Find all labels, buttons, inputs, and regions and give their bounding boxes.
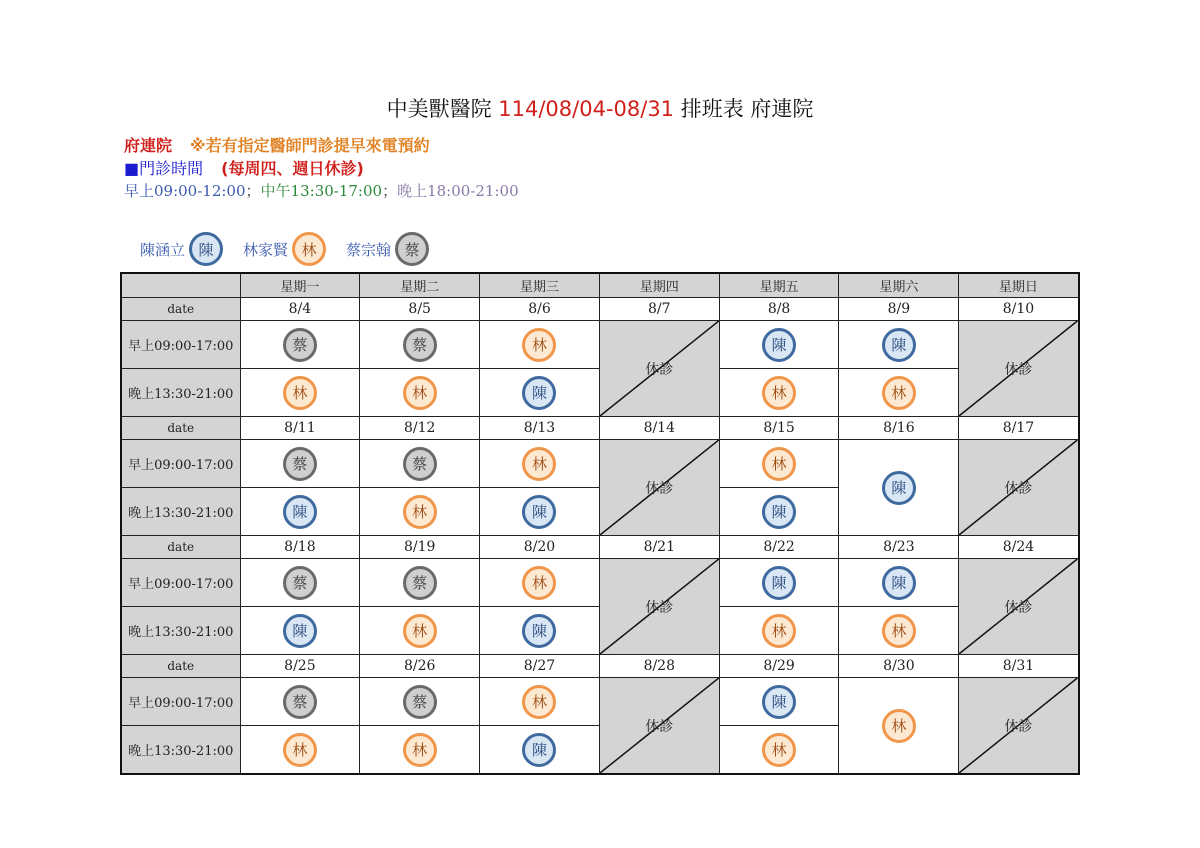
doctor-legend [140,232,449,266]
date-cell: 8/27 [480,655,600,678]
shift-cell [240,369,360,417]
info-line-clinic [124,156,364,179]
shift-cell [360,678,480,726]
shift-label: 早上09:00-17:00 [121,321,240,369]
morning-shift-row [121,321,1079,369]
shift-cell [480,607,600,655]
doctor-badge-lin: 林 [283,733,317,767]
shift-cell [719,559,839,607]
doctor-badge-chen: 陳 [762,566,796,600]
closed-cell [599,440,719,536]
shift-cell [480,726,600,775]
shift-cell [240,559,360,607]
noon-hours: 中午13:30-17:00 [260,182,383,200]
shift-cell [240,488,360,536]
shift-cell [360,559,480,607]
date-cell: 8/15 [719,417,839,440]
clinic-hours-label: 門診時間 [139,159,204,178]
date-row [121,536,1079,559]
shift-cell [360,607,480,655]
legend-name: 蔡宗翰 [346,240,392,259]
doctor-badge-cai: 蔡 [283,685,317,719]
shift-cell [360,440,480,488]
date-row [121,655,1079,678]
doctor-badge-chen: 陳 [522,614,556,648]
date-cell: 8/23 [839,536,959,559]
doctor-badge-chen: 陳 [762,495,796,529]
closed-label: 休診 [1004,361,1033,378]
doctor-badge-chen: 陳 [283,495,317,529]
date-row [121,417,1079,440]
date-cell: 8/17 [959,417,1079,440]
doctor-badge-chen: 陳 [762,685,796,719]
morning-shift-row [121,559,1079,607]
doctor-badge-lin: 林 [522,566,556,600]
morning-shift-row [121,678,1079,726]
morning-hours: 早上09:00-12:00 [124,182,246,200]
shift-cell [480,321,600,369]
date-cell: 8/18 [240,536,360,559]
closed-cell [599,559,719,655]
date-cell: 8/24 [959,536,1079,559]
doctor-badge-cai: 蔡 [403,447,437,481]
shift-cell [839,607,959,655]
shift-cell [719,726,839,775]
shift-cell [360,321,480,369]
closed-cell [599,321,719,417]
legend-item-chen [140,232,223,266]
shift-cell [240,321,360,369]
closed-label: 休診 [645,718,674,735]
date-cell: 8/6 [480,298,600,321]
closed-days-note: (每周四、週日休診) [221,159,364,178]
doctor-badge-lin: 林 [762,447,796,481]
doctor-badge-lin: 林 [522,685,556,719]
doctor-badge-lin: 林 [762,376,796,410]
date-cell: 8/14 [599,417,719,440]
date-cell: 8/5 [360,298,480,321]
doctor-badge-lin: 林 [283,376,317,410]
doctor-badge-chen: 陳 [762,328,796,362]
weekday-header: 星期二 [360,273,480,298]
shift-cell [719,488,839,536]
doctor-badge-lin: 林 [292,232,326,266]
doctor-badge-lin: 林 [762,733,796,767]
doctor-badge-cai: 蔡 [283,566,317,600]
date-cell: 8/25 [240,655,360,678]
date-cell: 8/21 [599,536,719,559]
date-label: date [121,655,240,678]
weekday-header: 星期日 [959,273,1079,298]
date-cell: 8/28 [599,655,719,678]
doctor-badge-chen: 陳 [882,328,916,362]
doctor-badge-lin: 林 [403,495,437,529]
shift-cell [719,321,839,369]
shift-cell [480,678,600,726]
shift-label: 晚上13:30-21:00 [121,488,240,536]
doctor-badge-cai: 蔡 [283,447,317,481]
doctor-badge-lin: 林 [403,376,437,410]
shift-label: 晚上13:30-21:00 [121,607,240,655]
closed-label: 休診 [645,599,674,616]
doctor-badge-lin: 林 [403,614,437,648]
info-line-branch [124,133,430,156]
shift-label: 早上09:00-17:00 [121,440,240,488]
date-cell: 8/26 [360,655,480,678]
doctor-badge-chen: 陳 [522,733,556,767]
date-row [121,298,1079,321]
closed-cell [959,321,1079,417]
closed-label: 休診 [1004,718,1033,735]
date-cell: 8/20 [480,536,600,559]
legend-item-cai [346,232,429,266]
shift-label: 晚上13:30-21:00 [121,369,240,417]
shift-cell [360,726,480,775]
date-cell: 8/11 [240,417,360,440]
doctor-badge-cai: 蔡 [403,566,437,600]
doctor-badge-chen: 陳 [882,566,916,600]
shift-cell [480,440,600,488]
date-label: date [121,298,240,321]
date-cell: 8/16 [839,417,959,440]
doctor-badge-lin: 林 [882,709,916,743]
schedule-table [120,272,1080,775]
weekday-header: 星期五 [719,273,839,298]
shift-cell [480,559,600,607]
shift-cell [480,369,600,417]
shift-cell [240,726,360,775]
shift-cell [360,369,480,417]
doctor-badge-lin: 林 [403,733,437,767]
shift-label: 早上09:00-17:00 [121,559,240,607]
shift-label: 晚上13:30-21:00 [121,726,240,775]
closed-cell [599,678,719,775]
shift-cell [360,488,480,536]
shift-cell [719,607,839,655]
closed-label: 休診 [1004,480,1033,497]
shift-cell [839,440,959,536]
doctor-badge-lin: 林 [762,614,796,648]
page-title: 中美獸醫院 114/08/04-08/31 排班表 府連院 [386,97,814,121]
date-cell: 8/4 [240,298,360,321]
corner-cell [121,273,240,298]
date-cell: 8/8 [719,298,839,321]
shift-cell [240,607,360,655]
doctor-badge-lin: 林 [882,376,916,410]
doctor-badge-lin: 林 [522,328,556,362]
morning-shift-row [121,440,1079,488]
shift-cell [839,678,959,775]
closed-cell [959,440,1079,536]
info-line-hours: 早上09:00-12:00；中午13:30-17:00；晚上18:00-21:00 [124,182,519,200]
doctor-badge-chen: 陳 [189,232,223,266]
closed-label: 休診 [1004,599,1033,616]
booking-notice: ※若有指定醫師門診提早來電預約 [190,136,430,155]
date-cell: 8/22 [719,536,839,559]
weekday-header: 星期六 [839,273,959,298]
shift-cell [240,440,360,488]
shift-cell [719,369,839,417]
doctor-badge-chen: 陳 [522,495,556,529]
shift-cell [719,678,839,726]
date-cell: 8/30 [839,655,959,678]
date-label: date [121,536,240,559]
branch-name: 府連院 [124,136,173,155]
shift-cell [719,440,839,488]
doctor-badge-lin: 林 [882,614,916,648]
weekday-header: 星期四 [599,273,719,298]
shift-label: 早上09:00-17:00 [121,678,240,726]
doctor-badge-cai: 蔡 [283,328,317,362]
shift-cell [480,488,600,536]
doctor-badge-cai: 蔡 [395,232,429,266]
doctor-badge-cai: 蔡 [403,685,437,719]
weekday-header: 星期一 [240,273,360,298]
doctor-badge-chen: 陳 [283,614,317,648]
shift-cell [240,678,360,726]
date-label: date [121,417,240,440]
weekday-header-row [121,273,1079,298]
date-cell: 8/31 [959,655,1079,678]
date-cell: 8/29 [719,655,839,678]
shift-cell [839,369,959,417]
title-date-range: 114/08/04-08/31 [498,97,675,121]
closed-cell [959,678,1079,775]
doctor-badge-lin: 林 [522,447,556,481]
shift-cell [839,321,959,369]
date-cell: 8/13 [480,417,600,440]
date-cell: 8/19 [360,536,480,559]
date-cell: 8/9 [839,298,959,321]
doctor-badge-chen: 陳 [882,471,916,505]
legend-item-lin [243,232,326,266]
square-icon: ■ [124,159,140,178]
closed-cell [959,559,1079,655]
doctor-badge-chen: 陳 [522,376,556,410]
evening-hours: 晚上18:00-21:00 [397,182,519,200]
legend-name: 陳涵立 [140,240,186,259]
legend-name: 林家賢 [243,240,289,259]
shift-cell [839,559,959,607]
doctor-badge-cai: 蔡 [403,328,437,362]
closed-label: 休診 [645,480,674,497]
closed-label: 休診 [645,361,674,378]
date-cell: 8/12 [360,417,480,440]
date-cell: 8/7 [599,298,719,321]
weekday-header: 星期三 [480,273,600,298]
date-cell: 8/10 [959,298,1079,321]
